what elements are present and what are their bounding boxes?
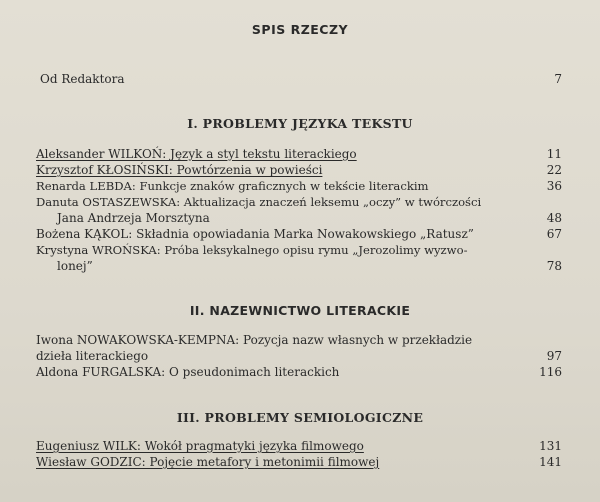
page-title: SPIS RZECZY bbox=[251, 22, 349, 37]
entry-page: 97 bbox=[546, 349, 562, 363]
entry-page: 116 bbox=[539, 365, 562, 379]
entry-page: 7 bbox=[554, 72, 562, 86]
entry-text: Wiesław GODZIC: Pojęcie metafory i metonimii filmowej bbox=[36, 455, 380, 469]
section-heading-3: III. PROBLEMY SEMIOLOGICZNE bbox=[176, 410, 424, 425]
entry-text: Aldona FURGALSKA: O pseudonimach literackich bbox=[36, 365, 340, 379]
entry-text: Aleksander WILKOŃ: Język a styl tekstu literackiego bbox=[36, 147, 357, 161]
entry-page: 141 bbox=[539, 455, 562, 469]
entry-page: 48 bbox=[546, 211, 562, 225]
entry-text: Bożena KĄKOL: Składnia opowiadania Marka Nowakowskiego „Ratusz” bbox=[36, 227, 474, 241]
entry-text: Renarda LEBDA: Funkcje znaków graficznych w tekście literackim bbox=[36, 179, 429, 193]
entry-text: Od Redaktora bbox=[40, 72, 125, 86]
entry-page: 11 bbox=[546, 147, 562, 161]
entry-text-continued: dzieła literackiego bbox=[36, 349, 149, 363]
section-heading-2: II. NAZEWNICTWO LITERACKIE bbox=[189, 303, 411, 318]
section-heading-1: I. PROBLEMY JĘZYKA TEKSTU bbox=[187, 116, 413, 131]
entry-page: 67 bbox=[546, 227, 562, 241]
entry-text-continued: lonej” bbox=[57, 259, 93, 273]
entry-text: Krzysztof KŁOSIŃSKI: Powtórzenia w powieści bbox=[36, 163, 323, 177]
entry-page: 36 bbox=[546, 179, 562, 193]
entry-text: Iwona NOWAKOWSKA-KEMPNA: Pozycja nazw własnych w przekładzie bbox=[36, 333, 473, 347]
entry-page: 131 bbox=[539, 439, 562, 453]
entry-text: Danuta OSTASZEWSKA: Aktualizacja znaczeń leksemu „oczy” w twórczości bbox=[36, 195, 482, 209]
entry-text: Krystyna WROŃSKA: Próba leksykalnego opisu rymu „Jerozolimy wyzwo- bbox=[36, 243, 468, 257]
entry-text: Eugeniusz WILK: Wokół pragmatyki języka filmowego bbox=[36, 439, 364, 453]
entry-page: 22 bbox=[546, 163, 562, 177]
entry-page: 78 bbox=[546, 259, 562, 273]
entry-text-continued: Jana Andrzeja Morsztyna bbox=[57, 211, 210, 225]
